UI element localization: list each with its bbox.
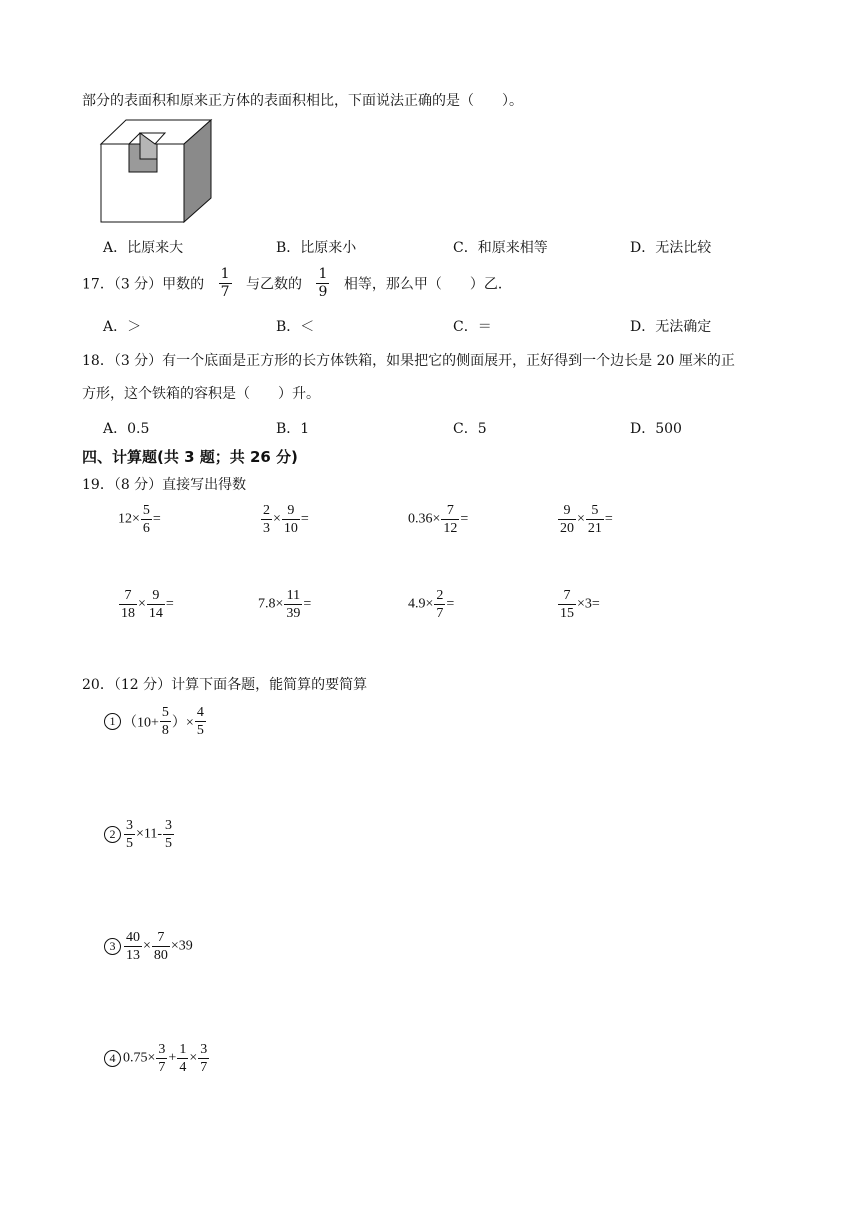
q19-expr-6: 7.8× $\frac{11}{39}$ = xyxy=(258,588,312,621)
q16-text: 部分的表面积和原来正方体的表面积相比，下面说法正确的是（ ）。 xyxy=(82,93,523,109)
q18-option-a: A．0.5 xyxy=(103,421,150,437)
q19-expr-1: 12× $\frac{5}{6}$ = xyxy=(118,503,161,536)
q18-option-b: B．1 xyxy=(276,421,310,437)
q19-expr-5: $\frac{7}{18}$ × $\frac{9}{14}$ = xyxy=(121,588,174,621)
q17-option-b: B．＜ xyxy=(276,319,315,335)
q19-expr-2: $\frac{2}{3}$ × $\frac{9}{10}$ = xyxy=(263,503,309,536)
q19-expr-3: 0.36× $\frac{7}{12}$ = xyxy=(408,503,469,536)
q16-option-a: A．比原来大 xyxy=(103,240,184,256)
q18-line2: 方形，这个铁箱的容积是（ ）升。 xyxy=(82,386,320,402)
q16-option-d: D．无法比较 xyxy=(630,240,712,256)
cube-figure xyxy=(98,118,216,226)
q18-option-c: C．5 xyxy=(453,421,487,437)
q20-problem-3: 3 $\frac{40}{13}$ × $\frac{7}{80}$ ×39 xyxy=(104,929,193,964)
q16-option-c: C．和原来相等 xyxy=(453,240,548,256)
q19-expr-8: $\frac{7}{15}$ ×3= xyxy=(560,588,600,621)
q17-text: 17．（3 分）甲数的 $\frac{1}{7}$ 与乙数的 $\frac{1}{9}$ 相等，那么甲（ ）乙． xyxy=(82,266,512,300)
q19-title: 19．（8 分）直接写出得数 xyxy=(82,477,247,493)
q17-option-c: C．＝ xyxy=(453,319,492,335)
q20-problem-4: 4 0.75× $\frac{3}{7}$ + $\frac{1}{4}$ × $\frac{3}{7}$ xyxy=(104,1041,210,1076)
q19-expr-7: 4.9× $\frac{2}{7}$ = xyxy=(408,588,455,621)
q18-line1: 18．（3 分）有一个底面是正方形的长方体铁箱，如果把它的侧面展开，正好得到一个边长是 20 厘米的正 xyxy=(82,353,735,369)
section-heading: 四、计算题(共 3 题；共 26 分) xyxy=(82,448,298,466)
q16-option-b: B．比原来小 xyxy=(276,240,357,256)
q17-option-a: A．＞ xyxy=(103,319,142,335)
q20-title: 20．（12 分）计算下面各题，能简算的要简算 xyxy=(82,677,368,693)
q20-problem-1: 1 （10+ $\frac{5}{8}$ ）× $\frac{4}{5}$ xyxy=(104,704,207,739)
q18-option-d: D．500 xyxy=(630,421,682,437)
q17-option-d: D．无法确定 xyxy=(630,319,712,335)
q20-problem-2: 2 $\frac{3}{5}$ ×11- $\frac{3}{5}$ xyxy=(104,817,175,852)
q19-expr-4: $\frac{9}{20}$ × $\frac{5}{21}$ = xyxy=(560,503,613,536)
